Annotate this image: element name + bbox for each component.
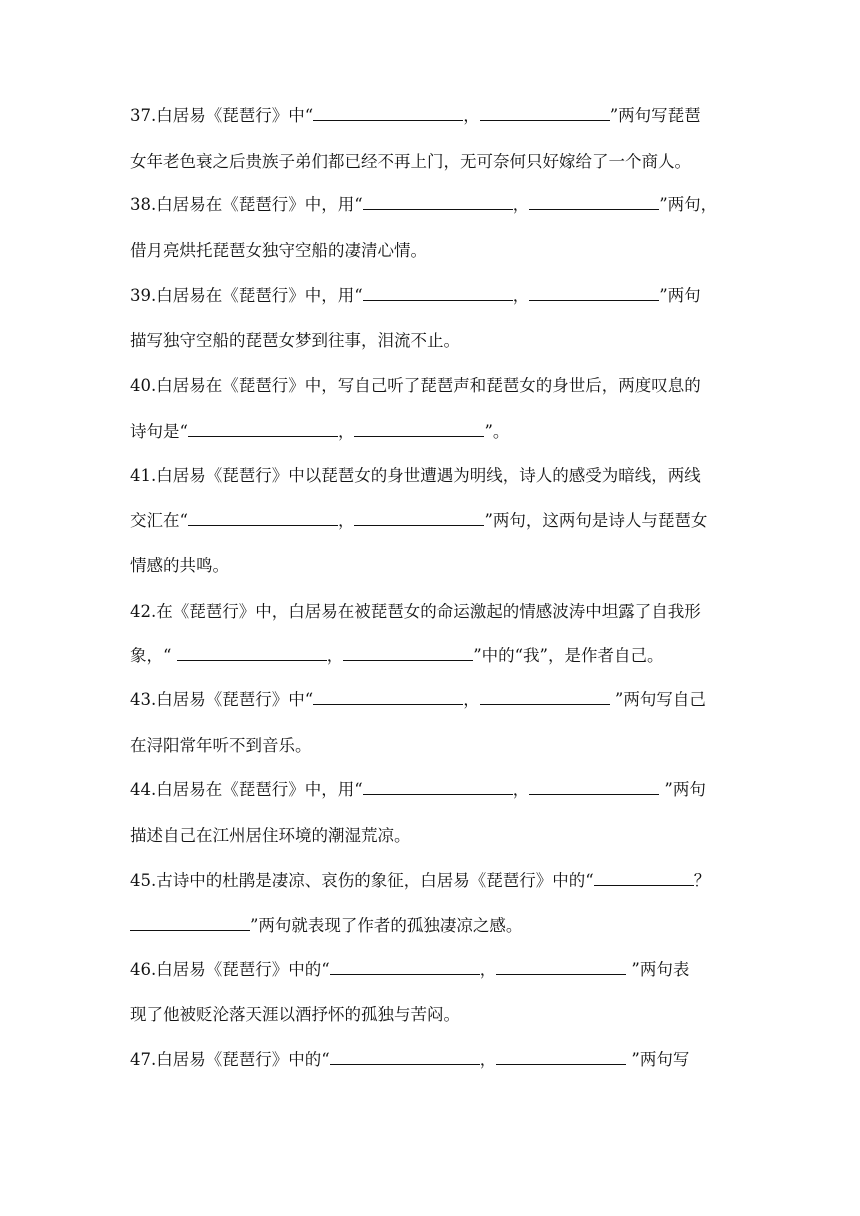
- question-41-line-2: [130, 505, 732, 537]
- question-44-line-2: [130, 820, 732, 852]
- question-41-line-3: [130, 550, 732, 582]
- question-number: 45.: [130, 871, 157, 890]
- answer-blank[interactable]: [354, 416, 484, 437]
- answer-blank[interactable]: [363, 189, 513, 210]
- question-text: 在《琵琶行》中，白居易在被琵琶女的命运激起的情感波涛中坦露了自我形: [156, 602, 701, 621]
- answer-blank[interactable]: [343, 640, 473, 661]
- question-37-line-2: [130, 146, 732, 178]
- question-text: ”两句写自己: [609, 690, 706, 709]
- answer-blank[interactable]: [363, 774, 513, 795]
- question-38-line-1: [130, 189, 732, 221]
- question-number: 37.: [130, 106, 157, 125]
- question-number: 38.: [130, 195, 157, 214]
- answer-blank[interactable]: [313, 100, 463, 121]
- blank-separator: ？: [693, 871, 711, 890]
- question-number: 46.: [130, 960, 157, 979]
- question-39-line-1: [130, 280, 732, 312]
- question-text: 白居易在《琵琶行》中，用“: [156, 286, 363, 305]
- question-number: 47.: [130, 1050, 157, 1069]
- question-text: 在浔阳常年听不到音乐。: [130, 736, 312, 755]
- question-number: 42.: [130, 602, 157, 621]
- blank-separator: ，: [512, 286, 530, 305]
- question-text: 借月亮烘托琵琶女独守空船的凄清心情。: [130, 241, 427, 260]
- answer-blank[interactable]: [354, 505, 484, 526]
- blank-separator: ，: [479, 960, 497, 979]
- blank-separator: ，: [512, 780, 530, 799]
- question-text: 象，“: [130, 646, 177, 665]
- answer-blank[interactable]: [496, 1044, 626, 1065]
- question-37-line-1: [130, 100, 732, 132]
- question-text: ”中的“我”，是作者自己。: [473, 646, 664, 665]
- question-39-line-2: [130, 325, 732, 357]
- question-38-line-2: [130, 235, 732, 267]
- answer-blank[interactable]: [529, 280, 659, 301]
- question-text: ”两句，这两句是诗人与琵琶女: [484, 511, 708, 530]
- question-number: 43.: [130, 690, 157, 709]
- question-45-line-1: [130, 865, 732, 897]
- blank-separator: ，: [463, 690, 480, 709]
- question-42-line-2: [130, 640, 732, 672]
- answer-blank[interactable]: [330, 1044, 480, 1065]
- question-text: 白居易《琵琶行》中“: [156, 690, 314, 709]
- question-44-line-1: [130, 774, 732, 806]
- question-40-line-1: [130, 370, 732, 402]
- question-text: ”两句就表现了作者的孤独凄凉之感。: [250, 916, 523, 935]
- blank-separator: ，: [479, 1050, 497, 1069]
- blank-separator: ，: [337, 511, 355, 530]
- answer-blank[interactable]: [480, 100, 610, 121]
- question-43-line-1: [130, 684, 732, 716]
- question-text: 白居易在《琵琶行》中，用“: [156, 780, 363, 799]
- blank-separator: ，: [512, 195, 530, 214]
- question-text: ”。: [484, 422, 510, 441]
- question-text: ”两句写琵琶: [609, 106, 701, 125]
- question-number: 40.: [130, 376, 157, 395]
- answer-blank[interactable]: [363, 280, 513, 301]
- question-45-line-2: [130, 910, 732, 942]
- blank-separator: ，: [337, 422, 355, 441]
- question-47-line-1: [130, 1044, 732, 1076]
- answer-blank[interactable]: [529, 189, 659, 210]
- question-text: 白居易《琵琶行》中“: [156, 106, 314, 125]
- question-number: 39.: [130, 286, 157, 305]
- answer-blank[interactable]: [480, 684, 610, 705]
- question-42-line-1: [130, 596, 732, 628]
- answer-blank[interactable]: [529, 774, 659, 795]
- question-text: ”两句写: [626, 1050, 690, 1069]
- question-43-line-2: [130, 730, 732, 762]
- question-text: 女年老色衰之后贵族子弟们都已经不再上门，无可奈何只好嫁给了一个商人。: [130, 152, 691, 171]
- answer-blank[interactable]: [130, 910, 250, 931]
- question-text: 白居易在《琵琶行》中，用“: [156, 195, 363, 214]
- blank-separator: ，: [463, 106, 480, 125]
- question-text: 白居易在《琵琶行》中，写自己听了琵琶声和琵琶女的身世后，两度叹息的: [156, 376, 701, 395]
- question-number: 44.: [130, 780, 157, 799]
- answer-blank[interactable]: [177, 640, 327, 661]
- question-text: 古诗中的杜鹃是凄凉、哀伤的象征，白居易《琵琶行》中的“: [156, 871, 594, 890]
- answer-blank[interactable]: [594, 865, 694, 886]
- question-text: 诗句是“: [130, 422, 188, 441]
- answer-blank[interactable]: [496, 954, 626, 975]
- answer-blank[interactable]: [330, 954, 480, 975]
- question-text: 描述自己在江州居住环境的潮湿荒凉。: [130, 826, 411, 845]
- question-46-line-2: [130, 999, 732, 1031]
- question-text: 白居易《琵琶行》中以琵琶女的身世遭遇为明线，诗人的感受为暗线，两线: [156, 466, 701, 485]
- question-text: 白居易《琵琶行》中的“: [156, 960, 330, 979]
- question-40-line-2: [130, 416, 732, 448]
- answer-blank[interactable]: [313, 684, 463, 705]
- question-number: 41.: [130, 466, 157, 485]
- question-text: ”两句，: [659, 195, 718, 214]
- question-text: 现了他被贬沦落天涯以酒抒怀的孤独与苦闷。: [130, 1005, 460, 1024]
- question-text: ”两句: [659, 780, 706, 799]
- question-text: 白居易《琵琶行》中的“: [156, 1050, 330, 1069]
- question-46-line-1: [130, 954, 732, 986]
- blank-separator: ，: [326, 646, 344, 665]
- answer-blank[interactable]: [188, 505, 338, 526]
- question-41-line-1: [130, 460, 732, 492]
- question-text: ”两句表: [626, 960, 690, 979]
- question-text: ”两句: [659, 286, 701, 305]
- answer-blank[interactable]: [188, 416, 338, 437]
- question-text: 交汇在“: [130, 511, 188, 530]
- question-text: 描写独守空船的琵琶女梦到往事，泪流不止。: [130, 331, 460, 350]
- question-text: 情感的共鸣。: [130, 556, 229, 575]
